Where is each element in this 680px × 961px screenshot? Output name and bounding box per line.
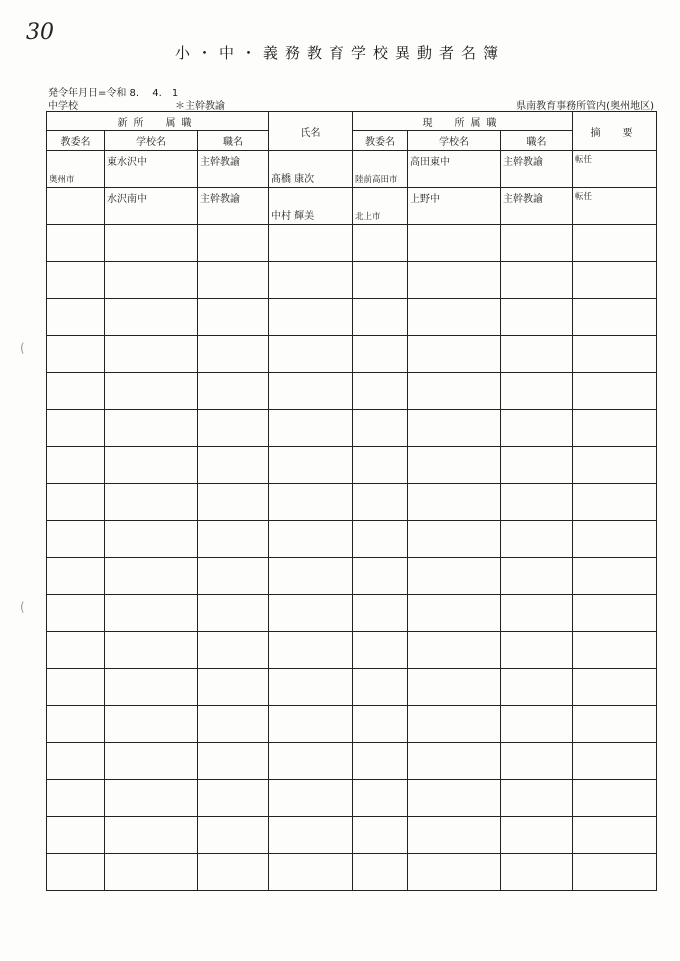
margin-mark: ( bbox=[20, 341, 25, 355]
empty-cell bbox=[105, 373, 198, 410]
empty-cell bbox=[408, 780, 501, 817]
empty-cell bbox=[269, 706, 353, 743]
empty-cell bbox=[269, 669, 353, 706]
empty-cell bbox=[269, 632, 353, 669]
empty-cell bbox=[198, 336, 269, 373]
empty-cell bbox=[573, 447, 657, 484]
empty-cell bbox=[353, 817, 408, 854]
empty-cell bbox=[269, 743, 353, 780]
empty-cell bbox=[47, 780, 105, 817]
empty-cell bbox=[573, 743, 657, 780]
empty-cell bbox=[501, 854, 573, 891]
empty-cell bbox=[269, 484, 353, 521]
empty-cell bbox=[198, 817, 269, 854]
empty-cell bbox=[573, 706, 657, 743]
empty-cell bbox=[573, 262, 657, 299]
empty-cell bbox=[47, 706, 105, 743]
empty-cell bbox=[501, 336, 573, 373]
empty-cell bbox=[198, 225, 269, 262]
new-position: 主幹教諭 bbox=[200, 157, 240, 168]
empty-cell bbox=[353, 447, 408, 484]
current-school: 上野中 bbox=[410, 194, 440, 205]
empty-cell bbox=[105, 262, 198, 299]
empty-cell bbox=[501, 484, 573, 521]
new-position: 主幹教諭 bbox=[200, 194, 240, 205]
empty-cell bbox=[269, 595, 353, 632]
header-remarks: 摘 要 bbox=[573, 112, 657, 151]
empty-cell bbox=[408, 447, 501, 484]
table-row bbox=[47, 188, 657, 225]
current-position-cell bbox=[501, 151, 573, 188]
new-position-cell bbox=[198, 151, 269, 188]
empty-cell bbox=[47, 262, 105, 299]
empty-cell bbox=[501, 743, 573, 780]
empty-cell bbox=[269, 780, 353, 817]
empty-cell bbox=[198, 669, 269, 706]
issue-date: 発令年月日=令和 8. 4. 1 bbox=[48, 88, 179, 99]
empty-table-row bbox=[47, 373, 657, 410]
empty-cell bbox=[105, 743, 198, 780]
empty-cell bbox=[408, 299, 501, 336]
empty-table-row bbox=[47, 854, 657, 891]
empty-cell bbox=[501, 225, 573, 262]
empty-table-row bbox=[47, 817, 657, 854]
empty-cell bbox=[408, 262, 501, 299]
empty-cell bbox=[105, 225, 198, 262]
empty-cell bbox=[501, 558, 573, 595]
empty-table-row bbox=[47, 706, 657, 743]
header-new-board: 教委名 bbox=[47, 131, 105, 151]
remarks-cell bbox=[573, 188, 657, 225]
empty-cell bbox=[573, 410, 657, 447]
empty-cell bbox=[408, 817, 501, 854]
empty-cell bbox=[105, 817, 198, 854]
header-current-position: 職名 bbox=[501, 131, 573, 151]
empty-cell bbox=[353, 410, 408, 447]
new-board: 奥州市 bbox=[49, 175, 75, 185]
empty-cell bbox=[353, 706, 408, 743]
empty-cell bbox=[47, 447, 105, 484]
empty-table-row bbox=[47, 484, 657, 521]
empty-cell bbox=[269, 336, 353, 373]
empty-cell bbox=[501, 521, 573, 558]
current-position: 主幹教諭 bbox=[503, 194, 543, 205]
empty-cell bbox=[269, 854, 353, 891]
empty-cell bbox=[501, 299, 573, 336]
office-name: 県南教育事務所管内(奥州地区) bbox=[516, 101, 654, 112]
remarks: 転任 bbox=[575, 192, 593, 202]
school-level: 中学校 bbox=[48, 101, 78, 112]
empty-cell bbox=[198, 706, 269, 743]
header-new-position: 職名 bbox=[198, 131, 269, 151]
empty-cell bbox=[573, 373, 657, 410]
empty-cell bbox=[198, 743, 269, 780]
empty-cell bbox=[105, 632, 198, 669]
empty-cell bbox=[269, 521, 353, 558]
empty-cell bbox=[198, 595, 269, 632]
empty-cell bbox=[198, 780, 269, 817]
empty-cell bbox=[198, 521, 269, 558]
empty-cell bbox=[353, 558, 408, 595]
empty-cell bbox=[501, 595, 573, 632]
empty-cell bbox=[105, 558, 198, 595]
empty-cell bbox=[501, 447, 573, 484]
empty-cell bbox=[573, 299, 657, 336]
empty-cell bbox=[105, 410, 198, 447]
empty-cell bbox=[353, 743, 408, 780]
header-current-school: 学校名 bbox=[408, 131, 501, 151]
empty-cell bbox=[47, 669, 105, 706]
empty-cell bbox=[198, 632, 269, 669]
empty-cell bbox=[573, 336, 657, 373]
empty-cell bbox=[47, 521, 105, 558]
empty-cell bbox=[47, 336, 105, 373]
empty-cell bbox=[353, 299, 408, 336]
empty-cell bbox=[269, 299, 353, 336]
new-school-cell bbox=[105, 188, 198, 225]
empty-cell bbox=[105, 299, 198, 336]
empty-table-row bbox=[47, 595, 657, 632]
empty-cell bbox=[408, 225, 501, 262]
new-board-cell bbox=[47, 188, 105, 225]
empty-cell bbox=[198, 484, 269, 521]
empty-cell bbox=[573, 521, 657, 558]
empty-cell bbox=[573, 780, 657, 817]
empty-cell bbox=[198, 299, 269, 336]
empty-cell bbox=[47, 373, 105, 410]
empty-cell bbox=[573, 854, 657, 891]
empty-table-row bbox=[47, 410, 657, 447]
empty-cell bbox=[408, 410, 501, 447]
transfer-roster-table bbox=[46, 111, 657, 891]
empty-cell bbox=[47, 817, 105, 854]
empty-cell bbox=[353, 632, 408, 669]
empty-cell bbox=[47, 595, 105, 632]
header-current-affiliation: 現 所属職 bbox=[353, 112, 573, 131]
empty-cell bbox=[501, 373, 573, 410]
empty-cell bbox=[573, 669, 657, 706]
empty-cell bbox=[105, 706, 198, 743]
empty-cell bbox=[269, 225, 353, 262]
current-school-cell bbox=[408, 188, 501, 225]
empty-cell bbox=[105, 521, 198, 558]
empty-cell bbox=[408, 558, 501, 595]
current-position-cell bbox=[501, 188, 573, 225]
empty-cell bbox=[353, 521, 408, 558]
new-school-cell bbox=[105, 151, 198, 188]
empty-cell bbox=[105, 484, 198, 521]
empty-cell bbox=[408, 373, 501, 410]
empty-cell bbox=[408, 854, 501, 891]
new-school: 水沢南中 bbox=[107, 194, 147, 205]
name-cell bbox=[269, 151, 353, 188]
page-number: 30 bbox=[26, 20, 54, 45]
empty-cell bbox=[573, 484, 657, 521]
empty-cell bbox=[501, 817, 573, 854]
empty-cell bbox=[408, 706, 501, 743]
empty-cell bbox=[269, 447, 353, 484]
position-category: ＊主幹教諭 bbox=[175, 101, 225, 112]
empty-cell bbox=[573, 558, 657, 595]
empty-cell bbox=[105, 669, 198, 706]
empty-cell bbox=[353, 780, 408, 817]
empty-cell bbox=[353, 595, 408, 632]
current-position: 主幹教諭 bbox=[503, 157, 543, 168]
empty-cell bbox=[269, 558, 353, 595]
empty-table-row bbox=[47, 521, 657, 558]
empty-cell bbox=[408, 336, 501, 373]
empty-cell bbox=[105, 595, 198, 632]
header-current-board: 教委名 bbox=[353, 131, 408, 151]
empty-cell bbox=[501, 669, 573, 706]
empty-cell bbox=[269, 262, 353, 299]
empty-cell bbox=[501, 410, 573, 447]
person-name: 髙橋 康次 bbox=[271, 174, 315, 185]
empty-cell bbox=[269, 817, 353, 854]
empty-cell bbox=[573, 595, 657, 632]
empty-cell bbox=[353, 484, 408, 521]
table-row bbox=[47, 151, 657, 188]
empty-cell bbox=[501, 706, 573, 743]
person-name: 中村 輝美 bbox=[271, 211, 315, 222]
header-new-affiliation: 新所 属職 bbox=[47, 112, 269, 131]
empty-cell bbox=[573, 632, 657, 669]
empty-table-row bbox=[47, 669, 657, 706]
empty-cell bbox=[105, 854, 198, 891]
empty-table-row bbox=[47, 558, 657, 595]
empty-cell bbox=[198, 410, 269, 447]
empty-cell bbox=[47, 225, 105, 262]
empty-cell bbox=[353, 225, 408, 262]
current-school-cell bbox=[408, 151, 501, 188]
empty-cell bbox=[47, 484, 105, 521]
remarks-cell bbox=[573, 151, 657, 188]
empty-cell bbox=[408, 743, 501, 780]
empty-table-row bbox=[47, 336, 657, 373]
margin-mark: ( bbox=[20, 600, 25, 614]
empty-cell bbox=[501, 262, 573, 299]
new-position-cell bbox=[198, 188, 269, 225]
empty-cell bbox=[353, 336, 408, 373]
empty-cell bbox=[269, 410, 353, 447]
empty-table-row bbox=[47, 780, 657, 817]
empty-cell bbox=[198, 854, 269, 891]
empty-cell bbox=[47, 558, 105, 595]
empty-table-row bbox=[47, 447, 657, 484]
empty-cell bbox=[105, 336, 198, 373]
empty-table-row bbox=[47, 743, 657, 780]
name-cell bbox=[269, 188, 353, 225]
empty-cell bbox=[47, 632, 105, 669]
empty-table-row bbox=[47, 225, 657, 262]
empty-cell bbox=[198, 558, 269, 595]
current-board-cell bbox=[353, 188, 408, 225]
current-board: 北上市 bbox=[355, 212, 381, 222]
empty-table-row bbox=[47, 299, 657, 336]
empty-cell bbox=[408, 632, 501, 669]
empty-cell bbox=[353, 373, 408, 410]
empty-cell bbox=[47, 854, 105, 891]
empty-cell bbox=[573, 817, 657, 854]
header-name: 氏名 bbox=[269, 112, 353, 151]
empty-cell bbox=[353, 262, 408, 299]
empty-cell bbox=[105, 447, 198, 484]
empty-cell bbox=[198, 373, 269, 410]
empty-table-row bbox=[47, 632, 657, 669]
new-board-cell bbox=[47, 151, 105, 188]
empty-cell bbox=[198, 447, 269, 484]
remarks: 転任 bbox=[575, 155, 593, 165]
empty-cell bbox=[353, 854, 408, 891]
empty-cell bbox=[408, 484, 501, 521]
empty-cell bbox=[573, 225, 657, 262]
empty-cell bbox=[408, 669, 501, 706]
empty-table-row bbox=[47, 262, 657, 299]
empty-cell bbox=[269, 373, 353, 410]
new-school: 東水沢中 bbox=[107, 157, 147, 168]
empty-cell bbox=[408, 521, 501, 558]
header-new-school: 学校名 bbox=[105, 131, 198, 151]
empty-cell bbox=[105, 780, 198, 817]
empty-cell bbox=[501, 780, 573, 817]
empty-cell bbox=[47, 743, 105, 780]
empty-cell bbox=[408, 595, 501, 632]
current-board: 陸前高田市 bbox=[355, 175, 398, 185]
empty-cell bbox=[47, 410, 105, 447]
empty-cell bbox=[47, 299, 105, 336]
current-school: 高田東中 bbox=[410, 157, 450, 168]
empty-cell bbox=[501, 632, 573, 669]
empty-cell bbox=[353, 669, 408, 706]
empty-cell bbox=[198, 262, 269, 299]
current-board-cell bbox=[353, 151, 408, 188]
document-title: 小・中・義務教育学校異動者名簿 bbox=[174, 44, 505, 62]
